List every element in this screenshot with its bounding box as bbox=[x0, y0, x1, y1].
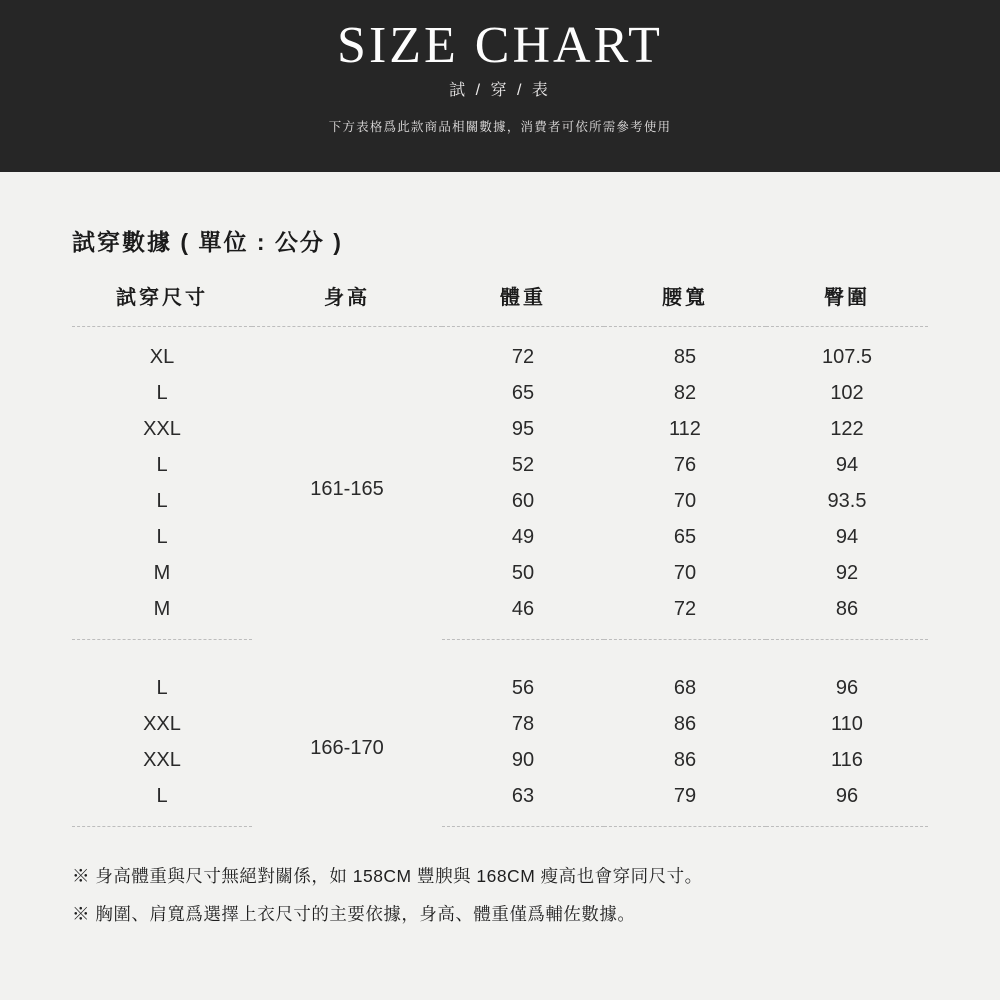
cell-height-group: 166-170 bbox=[310, 736, 384, 759]
cell-waist: 82 bbox=[673, 381, 697, 404]
cell-waist: 79 bbox=[604, 778, 766, 827]
column-header-weight: 體重 bbox=[442, 267, 604, 327]
cell-size: L bbox=[156, 676, 168, 699]
cell-size: XXL bbox=[143, 417, 181, 440]
table-row bbox=[72, 519, 928, 555]
cell-weight: 95 bbox=[511, 417, 535, 440]
table-row bbox=[72, 778, 928, 827]
cell-weight: 63 bbox=[442, 778, 604, 827]
cell-waist: 76 bbox=[673, 453, 697, 476]
cell-waist: 70 bbox=[673, 561, 697, 584]
cell-waist: 72 bbox=[604, 591, 766, 640]
cell-weight: 60 bbox=[511, 489, 535, 512]
cell-weight: 46 bbox=[442, 591, 604, 640]
cell-hip: 86 bbox=[766, 591, 928, 640]
table-row bbox=[72, 375, 928, 411]
column-header-hip: 臀圍 bbox=[766, 267, 928, 327]
cell-size: M bbox=[153, 561, 171, 584]
cell-waist: 68 bbox=[673, 676, 697, 699]
cell-size: XXL bbox=[143, 748, 181, 771]
cell-weight: 49 bbox=[511, 525, 535, 548]
cell-size: L bbox=[156, 381, 168, 404]
cell-hip: 102 bbox=[830, 381, 864, 404]
table-row bbox=[72, 327, 928, 376]
spacer-cell bbox=[604, 640, 766, 659]
footnote-1: ※ 身高體重與尺寸無絕對關係，如 158CM 豐腴與 168CM 瘦高也會穿同尺寸。 bbox=[72, 866, 703, 886]
column-header-height: 身高 bbox=[252, 267, 442, 327]
cell-weight: 72 bbox=[511, 345, 535, 368]
cell-waist: 86 bbox=[673, 748, 697, 771]
table-header-row bbox=[72, 267, 928, 327]
cell-weight: 52 bbox=[511, 453, 535, 476]
cell-size: L bbox=[72, 778, 252, 827]
table-row bbox=[72, 658, 928, 706]
cell-hip: 107.5 bbox=[821, 345, 873, 368]
column-header-waist: 腰寬 bbox=[604, 267, 766, 327]
table-row bbox=[72, 555, 928, 591]
table-row bbox=[72, 706, 928, 742]
content-area bbox=[0, 224, 1000, 933]
cell-hip: 96 bbox=[835, 676, 859, 699]
cell-weight: 50 bbox=[511, 561, 535, 584]
cell-weight: 90 bbox=[511, 748, 535, 771]
cell-size: XXL bbox=[143, 712, 181, 735]
cell-hip: 93.5 bbox=[827, 489, 867, 512]
cell-hip: 110 bbox=[831, 712, 863, 735]
group-spacer bbox=[72, 640, 928, 659]
spacer-cell bbox=[72, 640, 252, 659]
cell-hip: 116 bbox=[831, 748, 863, 771]
size-table bbox=[72, 267, 928, 827]
section-title: 試穿數據 ( 單位 : 公分 ) bbox=[72, 229, 343, 255]
header-note: 下方表格爲此款商品相關數據，消費者可依所需參考使用 bbox=[328, 120, 672, 134]
spacer-cell bbox=[442, 640, 604, 659]
cell-waist: 112 bbox=[669, 417, 701, 440]
column-header-size: 試穿尺寸 bbox=[72, 267, 252, 327]
cell-waist: 86 bbox=[673, 712, 697, 735]
cell-waist: 85 bbox=[673, 345, 697, 368]
cell-size: XL bbox=[149, 345, 175, 368]
table-row bbox=[72, 411, 928, 447]
cell-hip: 94 bbox=[835, 453, 859, 476]
cell-hip: 96 bbox=[766, 778, 928, 827]
cell-size: L bbox=[156, 489, 168, 512]
table-row bbox=[72, 483, 928, 519]
cell-size: L bbox=[156, 453, 168, 476]
cell-size: L bbox=[156, 525, 168, 548]
table-row bbox=[72, 742, 928, 778]
cell-waist: 65 bbox=[673, 525, 697, 548]
spacer-cell bbox=[252, 640, 442, 659]
cell-weight: 56 bbox=[511, 676, 535, 699]
cell-hip: 92 bbox=[835, 561, 859, 584]
spacer-cell bbox=[766, 640, 928, 659]
footnotes bbox=[72, 857, 928, 933]
table-body bbox=[72, 327, 928, 827]
page-subtitle: 試 / 穿 / 表 bbox=[449, 82, 551, 99]
cell-weight: 65 bbox=[511, 381, 535, 404]
cell-hip: 122 bbox=[830, 417, 864, 440]
header-band bbox=[0, 0, 1000, 172]
cell-waist: 70 bbox=[673, 489, 697, 512]
table-row bbox=[72, 447, 928, 483]
cell-height-group: 161-165 bbox=[310, 477, 384, 500]
footnote-2: ※ 胸圍、肩寬爲選擇上衣尺寸的主要依據，身高、體重僅爲輔佐數據。 bbox=[72, 904, 636, 924]
table-header bbox=[72, 267, 928, 327]
cell-size: M bbox=[72, 591, 252, 640]
table-row bbox=[72, 591, 928, 640]
page-title: SIZE CHART bbox=[337, 17, 663, 74]
cell-hip: 94 bbox=[835, 525, 859, 548]
cell-weight: 78 bbox=[511, 712, 535, 735]
